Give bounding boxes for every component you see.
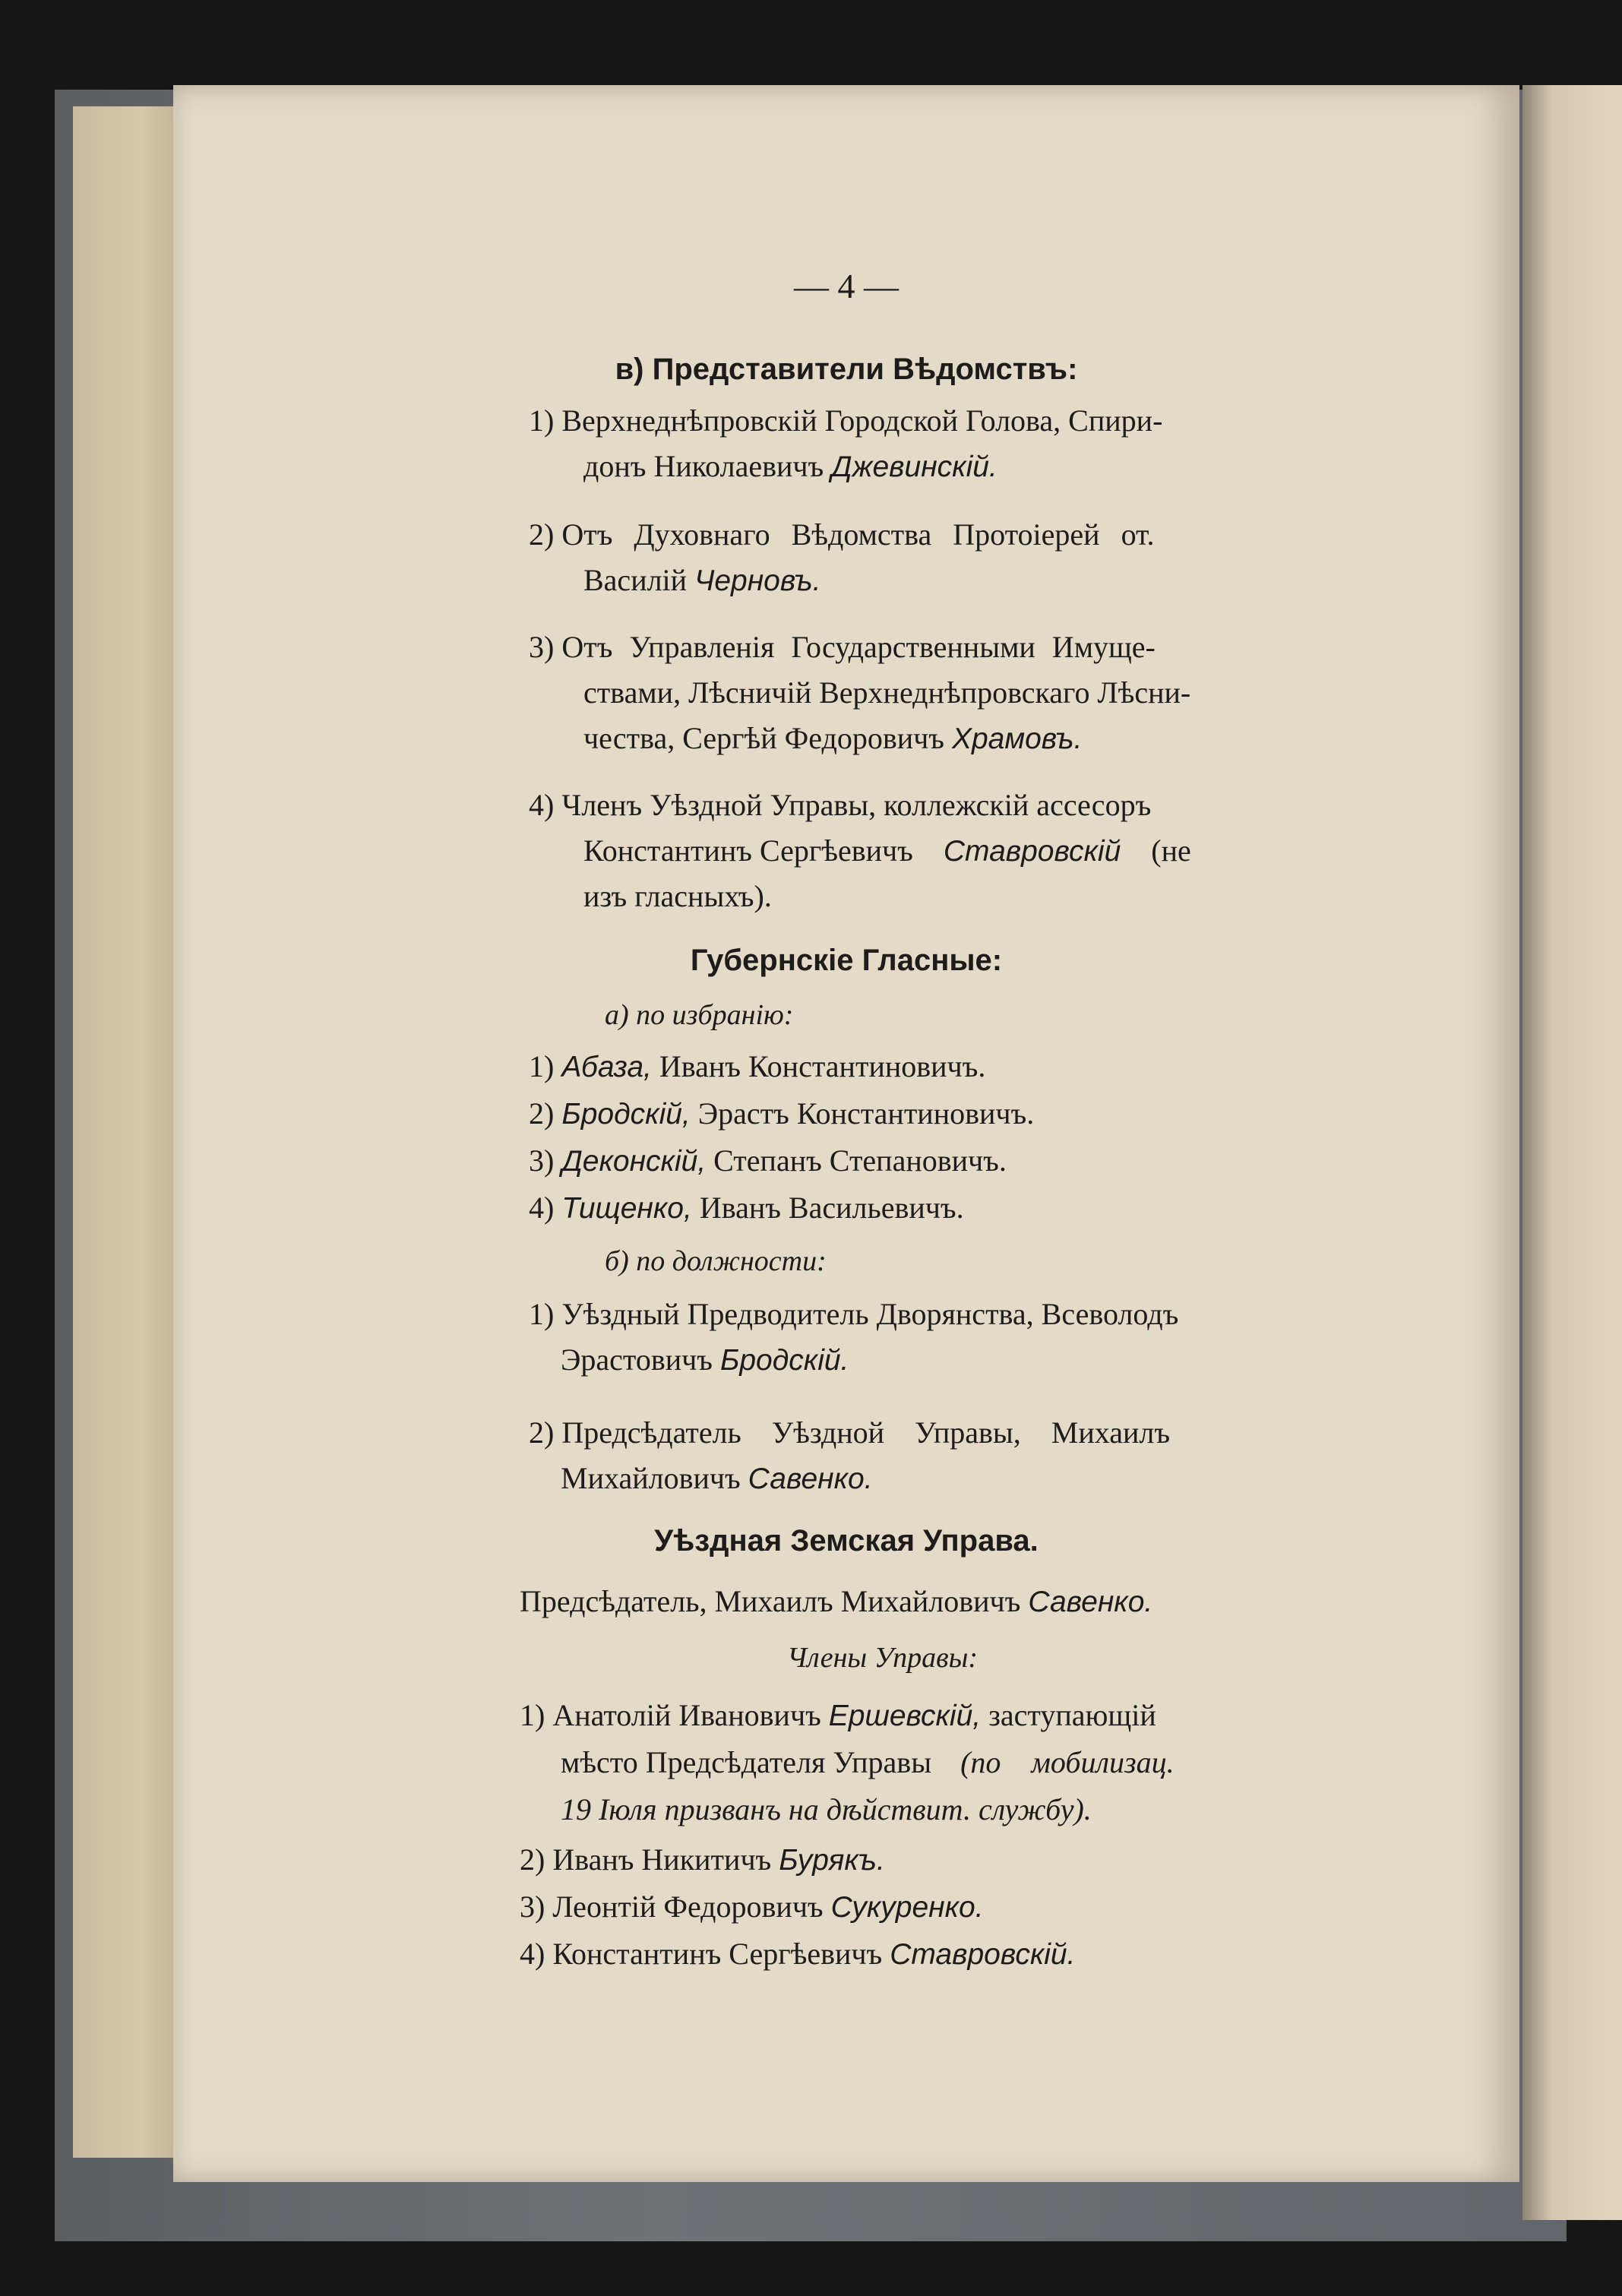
list-item: 2) Отъ Духовнаго Вѣдомства Протоіерей от. [529,517,1155,552]
list-item-continued: мѣсто Предсѣдателя Управы (по мобилизац. [561,1745,1175,1779]
section-heading-representatives: в) Представители Вѣдомствъ: [615,353,1078,386]
list-item: 4) Константинъ Сергѣевичъ Ставровскій. [520,1937,1076,1971]
list-item-continued: Василій Черновъ. [583,563,821,597]
list-item: 2) Иванъ Никитичъ Бурякъ. [520,1842,885,1877]
list-item-continued: донъ Николаевичъ Джевинскій. [583,449,998,483]
list-item-continued: изъ гласныхъ). [583,879,772,913]
chairman-line: Предсѣдатель, Михаилъ Михайловичъ Савенко. [520,1584,1153,1618]
book-page [173,85,1519,2182]
list-item: 4) Членъ Уѣздной Управы, коллежскій ассесоръ [529,788,1152,822]
list-item-continued: чества, Сергѣй Федоровичъ Храмовъ. [583,721,1083,755]
page-number: — 4 — [794,267,899,305]
list-item: 1) Абаза, Иванъ Константиновичъ. [529,1049,986,1083]
list-item: 1) Верхнеднѣпровскій Городской Голова, Спири- [529,403,1163,438]
list-item: 1) Уѣздный Предводитель Дворянства, Всеволодъ [529,1297,1179,1331]
list-item: 3) Отъ Управленія Государственными Имуще- [529,630,1156,664]
facing-page-edge [1522,85,1622,2220]
list-item: 3) Леонтій Федоровичъ Сукуренко. [520,1890,984,1924]
list-item-continued: Эрастовичъ Бродскій. [561,1342,849,1377]
book-spine-edge [73,106,187,2158]
subheading-elected: а) по избранію: [605,999,794,1031]
list-item-continued: 19 Іюля призванъ на дѣйствит. службу). [561,1792,1092,1826]
section-heading-uprava: Уѣздная Земская Управа. [654,1524,1039,1558]
list-item: 2) Бродскій, Эрастъ Константиновичъ. [529,1096,1035,1131]
subheading-by-office: б) по должности: [605,1245,827,1277]
list-item: 2) Предсѣдатель Уѣздной Управы, Михаилъ [529,1415,1171,1450]
list-item-continued: Константинъ Сергѣевичъ Ставровскій (не [583,833,1191,868]
list-item-continued: Михайловичъ Савенко. [561,1461,873,1495]
list-item-continued: ствами, Лѣсничій Верхнеднѣпровскаго Лѣсни- [583,675,1191,710]
list-item: 1) Анатолій Ивановичъ Ершевскій, заступающій [520,1698,1156,1732]
subheading-members: Члены Управы: [787,1642,979,1674]
list-item: 3) Деконскій, Степанъ Степановичъ. [529,1143,1007,1178]
list-item: 4) Тищенко, Иванъ Васильевичъ. [529,1191,964,1225]
section-heading-gubernskie: Губернскіе Гласные: [690,944,1003,977]
